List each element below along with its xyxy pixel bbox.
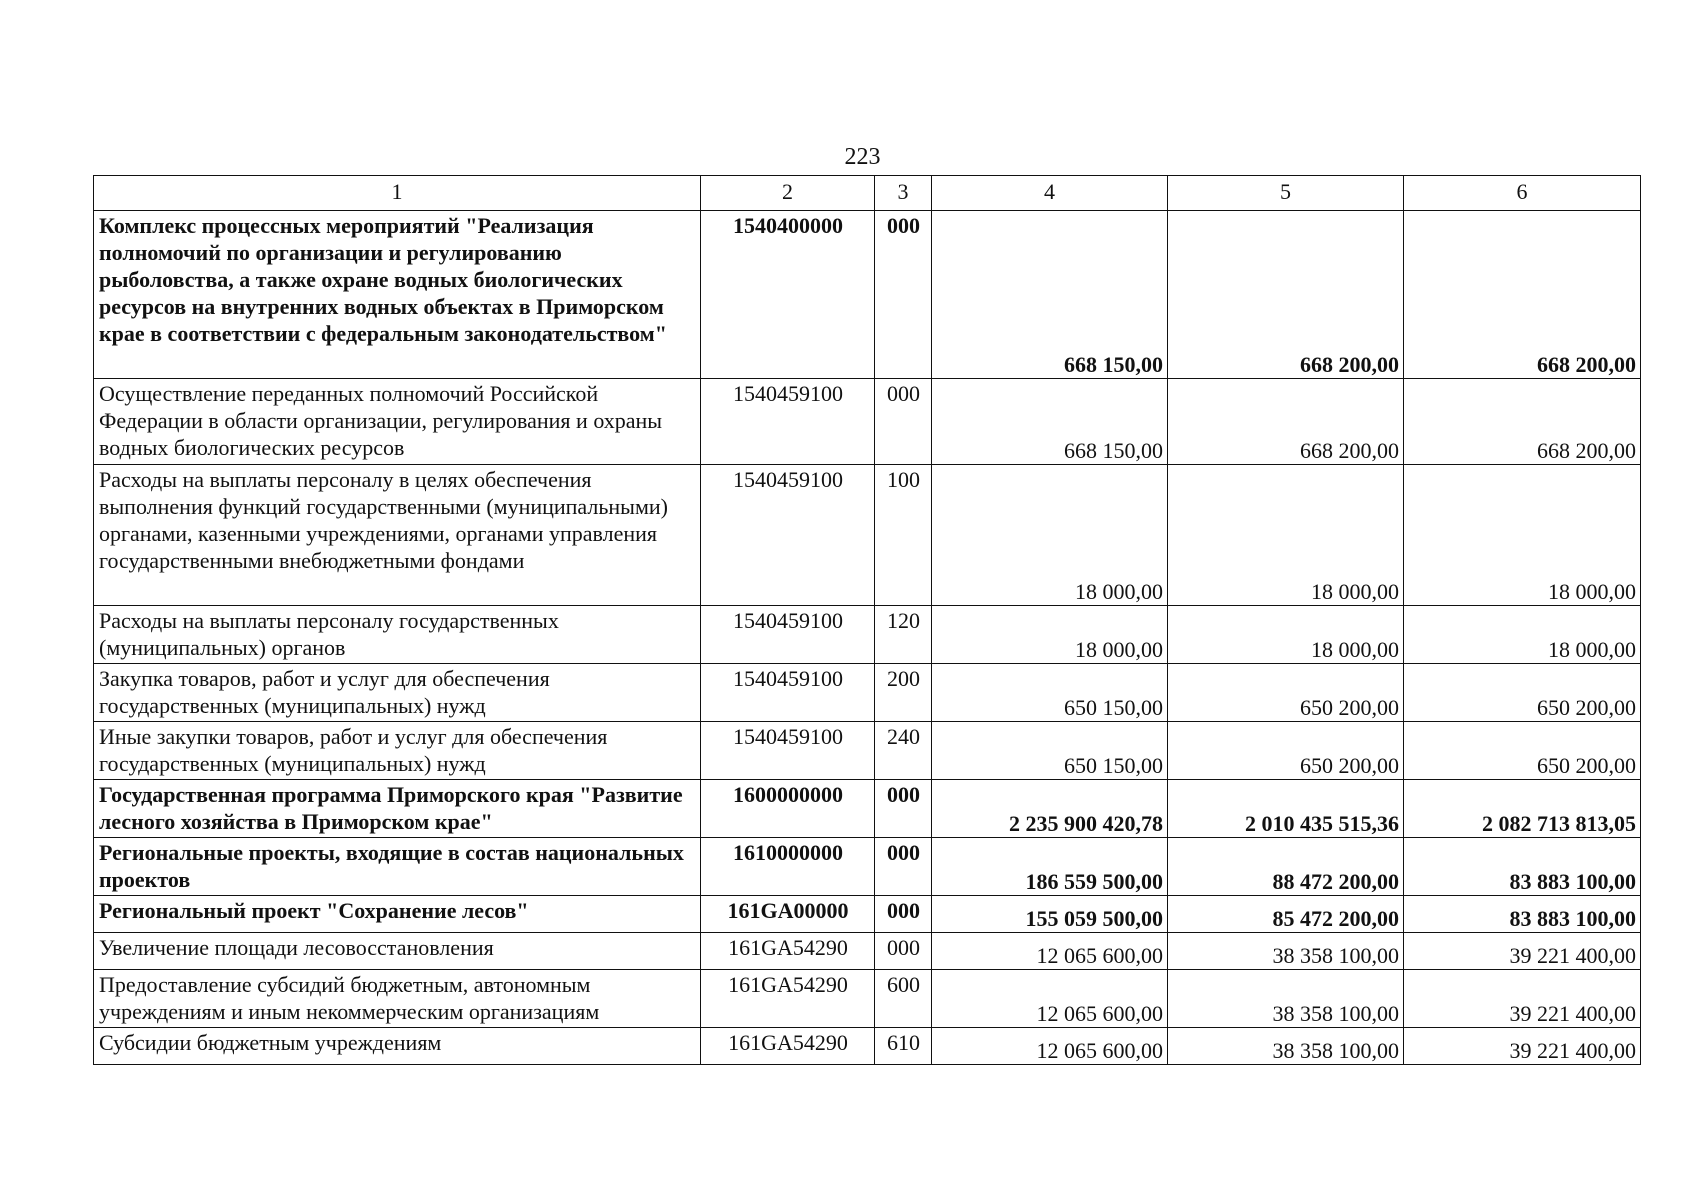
row-code: 1540459100 (701, 664, 875, 722)
row-value-6: 83 883 100,00 (1404, 838, 1641, 896)
row-value-4: 12 065 600,00 (932, 970, 1168, 1028)
row-value-5: 650 200,00 (1168, 664, 1404, 722)
row-name: Региональные проекты, входящие в состав национальных проектов (94, 838, 701, 896)
row-value-6: 39 221 400,00 (1404, 1028, 1641, 1065)
row-name: Расходы на выплаты персоналу государственных (муниципальных) органов (94, 606, 701, 664)
row-code: 161GA54290 (701, 1028, 875, 1065)
row-value-4: 668 150,00 (932, 379, 1168, 465)
header-col-1: 1 (94, 176, 701, 211)
row-value-6: 83 883 100,00 (1404, 896, 1641, 933)
row-value-5: 650 200,00 (1168, 722, 1404, 780)
row-value-5: 85 472 200,00 (1168, 896, 1404, 933)
row-value-6: 668 200,00 (1404, 211, 1641, 379)
table-row (94, 838, 1641, 896)
row-value-5: 18 000,00 (1168, 465, 1404, 606)
row-value-5: 38 358 100,00 (1168, 970, 1404, 1028)
row-value-4: 650 150,00 (932, 722, 1168, 780)
row-value-4: 12 065 600,00 (932, 1028, 1168, 1065)
row-value-5: 668 200,00 (1168, 379, 1404, 465)
table-row (94, 606, 1641, 664)
row-value-4: 2 235 900 420,78 (932, 780, 1168, 838)
row-code: 1540459100 (701, 379, 875, 465)
header-col-6: 6 (1404, 176, 1641, 211)
table-row (94, 465, 1641, 606)
row-code: 161GA54290 (701, 970, 875, 1028)
row-value-6: 650 200,00 (1404, 722, 1641, 780)
row-value-4: 155 059 500,00 (932, 896, 1168, 933)
row-value-5: 88 472 200,00 (1168, 838, 1404, 896)
row-code: 1540459100 (701, 606, 875, 664)
header-col-4: 4 (932, 176, 1168, 211)
row-type: 000 (875, 933, 932, 970)
row-value-4: 18 000,00 (932, 465, 1168, 606)
row-value-4: 650 150,00 (932, 664, 1168, 722)
row-type: 000 (875, 780, 932, 838)
row-value-6: 39 221 400,00 (1404, 970, 1641, 1028)
row-value-5: 18 000,00 (1168, 606, 1404, 664)
table-row (94, 780, 1641, 838)
header-col-2: 2 (701, 176, 875, 211)
row-value-6: 39 221 400,00 (1404, 933, 1641, 970)
row-name: Государственная программа Приморского края "Развитие лесного хозяйства в Приморском крае" (94, 780, 701, 838)
row-value-5: 668 200,00 (1168, 211, 1404, 379)
row-value-4: 186 559 500,00 (932, 838, 1168, 896)
row-type: 600 (875, 970, 932, 1028)
header-col-5: 5 (1168, 176, 1404, 211)
row-code: 1540400000 (701, 211, 875, 379)
row-value-4: 12 065 600,00 (932, 933, 1168, 970)
row-code: 1610000000 (701, 838, 875, 896)
row-code: 1600000000 (701, 780, 875, 838)
row-code: 161GA00000 (701, 896, 875, 933)
table-row (94, 970, 1641, 1028)
row-name: Комплекс процессных мероприятий "Реализация полномочий по организации и регулированию рыболовства, а также охране водных биологических ресурсов на внутренних водных объектах в Приморском крае в соответствии с федеральным законодательством" (94, 211, 701, 379)
budget-table (93, 175, 1641, 1065)
row-name: Расходы на выплаты персоналу в целях обеспечения выполнения функций государственными (муниципальными) органами, казенными учреждениями, органами управления государственными внебюджетными фондами (94, 465, 701, 606)
row-code: 161GA54290 (701, 933, 875, 970)
row-type: 610 (875, 1028, 932, 1065)
row-value-5: 2 010 435 515,36 (1168, 780, 1404, 838)
column-number-header-row (94, 176, 1641, 211)
table-row (94, 664, 1641, 722)
row-name: Увеличение площади лесовосстановления (94, 933, 701, 970)
table-row (94, 1028, 1641, 1065)
row-name: Закупка товаров, работ и услуг для обеспечения государственных (муниципальных) нужд (94, 664, 701, 722)
table-row (94, 933, 1641, 970)
page-number: 223 (844, 144, 881, 170)
row-type: 000 (875, 211, 932, 379)
row-value-5: 38 358 100,00 (1168, 1028, 1404, 1065)
row-value-6: 18 000,00 (1404, 465, 1641, 606)
row-value-6: 18 000,00 (1404, 606, 1641, 664)
table-row (94, 722, 1641, 780)
row-name: Осуществление переданных полномочий Российской Федерации в области организации, регулирования и охраны водных биологических ресурсов (94, 379, 701, 465)
row-type: 100 (875, 465, 932, 606)
table-row (94, 379, 1641, 465)
row-type: 000 (875, 838, 932, 896)
row-code: 1540459100 (701, 722, 875, 780)
row-name: Предоставление субсидий бюджетным, автономным учреждениям и иным некоммерческим организациям (94, 970, 701, 1028)
row-type: 000 (875, 896, 932, 933)
row-value-6: 668 200,00 (1404, 379, 1641, 465)
row-type: 120 (875, 606, 932, 664)
row-name: Региональный проект "Сохранение лесов" (94, 896, 701, 933)
row-value-6: 2 082 713 813,05 (1404, 780, 1641, 838)
header-col-3: 3 (875, 176, 932, 211)
row-type: 000 (875, 379, 932, 465)
row-value-4: 18 000,00 (932, 606, 1168, 664)
row-type: 200 (875, 664, 932, 722)
row-code: 1540459100 (701, 465, 875, 606)
table-row (94, 211, 1641, 379)
row-value-6: 650 200,00 (1404, 664, 1641, 722)
row-value-4: 668 150,00 (932, 211, 1168, 379)
row-name: Субсидии бюджетным учреждениям (94, 1028, 701, 1065)
table-row (94, 896, 1641, 933)
row-value-5: 38 358 100,00 (1168, 933, 1404, 970)
row-name: Иные закупки товаров, работ и услуг для обеспечения государственных (муниципальных) нужд (94, 722, 701, 780)
row-type: 240 (875, 722, 932, 780)
